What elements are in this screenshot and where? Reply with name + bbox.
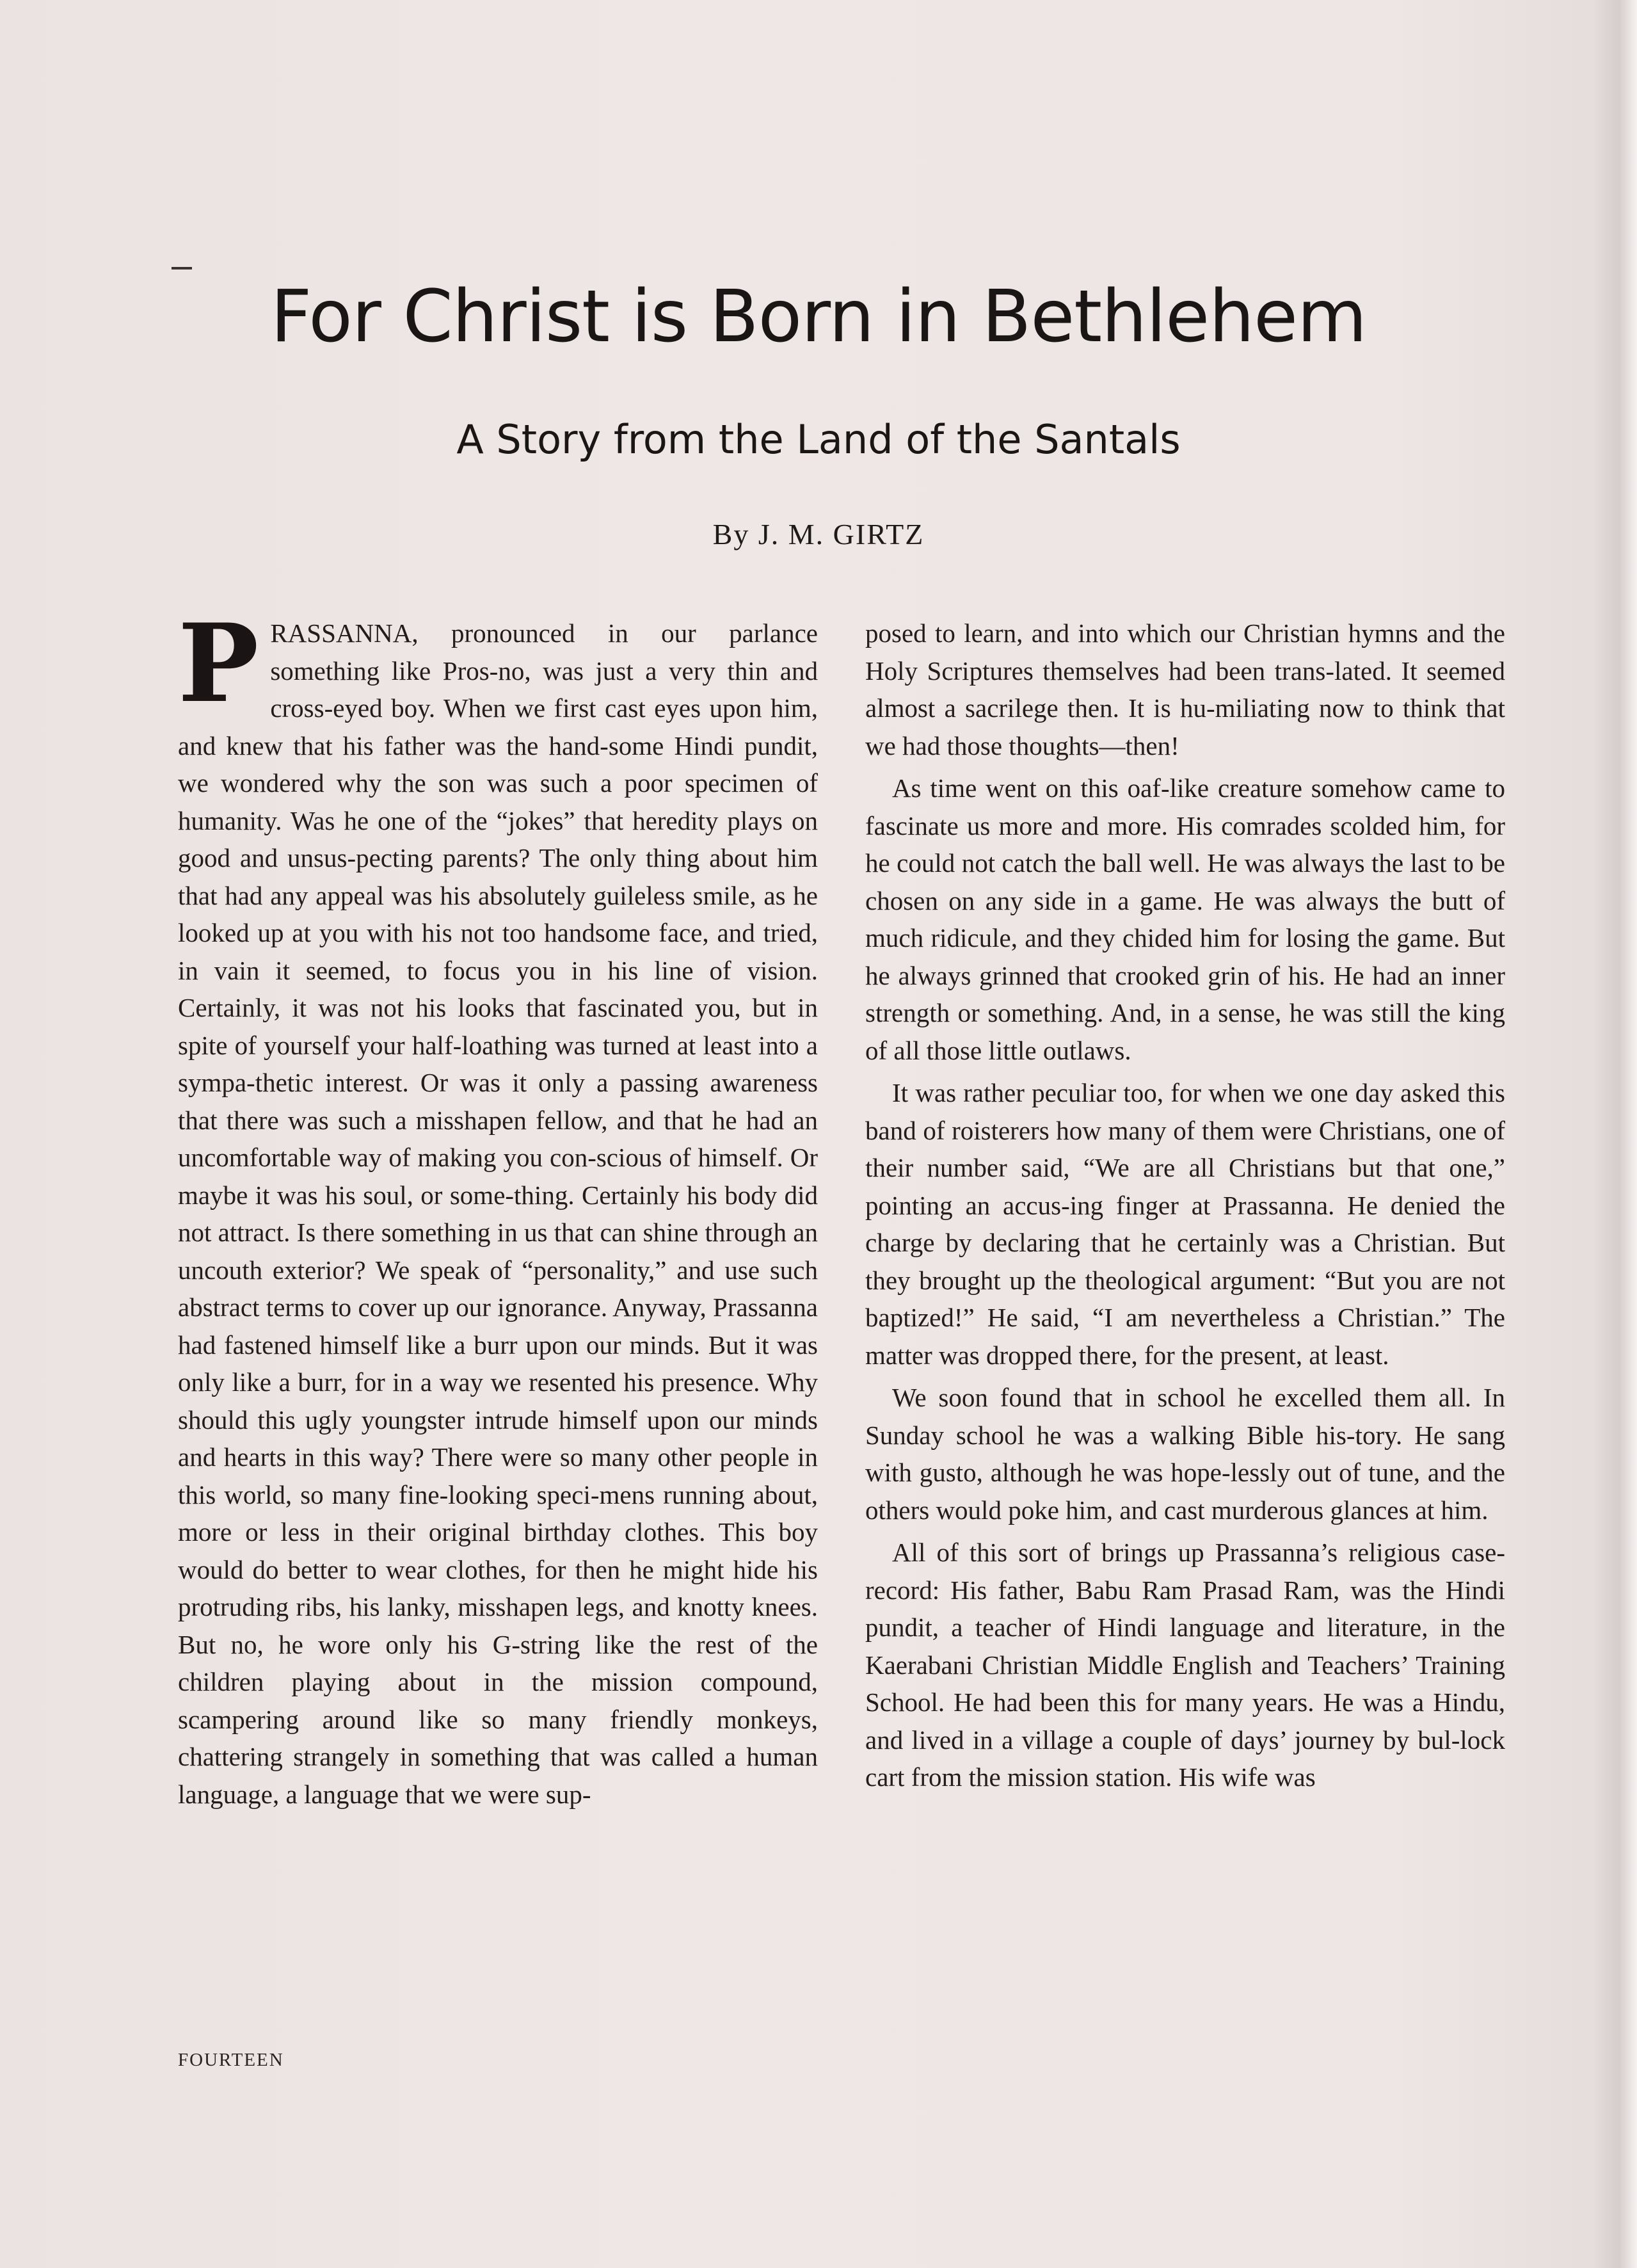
article-title: For Christ is Born in Bethlehem — [270, 275, 1367, 358]
paragraph: As time went on this oaf-like creature somehow came to fascinate us more and more. His comrades scolded him, for he could not catch the ball well. He was always the last to be chosen on any side in a game. He was always the butt of much ridicule, and they chided him for losing the game. But he always grinned that crooked grin of his. He had an inner strength or something. And, in a sense, he was still the king of all those little outlaws. — [865, 773, 1505, 1065]
paragraph: It was rather peculiar too, for when we one day asked this band of roisterers how many of them were Christians, one of their number said, “We are all Christians but that one,” pointing an accus-ing finger at Prassanna. He denied the charge by declaring that he certainly was a Christian. But they brought up the theological argument: “But you are not baptized!” He said, “I am nevertheless a Christian.” The matter was dropped there, for the present, at least. — [865, 1078, 1505, 1370]
paragraph-continuation: posed to learn, and into which our Christian hymns and the Holy Scriptures themselves had been trans-lated. It seemed almost a sacrilege then. It is hu-miliating now to think that we had those thoughts—then! — [865, 618, 1505, 760]
paragraph: We soon found that in school he excelled them all. In Sunday school he was a walking Bible his-tory. He sang with gusto, although he was hope-lessly out of tune, and the others would poke him, and cast murderous glances at him. — [865, 1383, 1505, 1525]
left-column-text: RASSANNA, pronounced in our parlance something like Pros-no, was just a very thin and cross-eyed boy. When we first cast eyes upon him, and knew that his father was the hand-some Hindi pundit, we wondered why the son was such a poor specimen of humanity. Was he one of the “jokes” that heredity plays on good and unsus-pecting parents? The only thing about him that had any appeal was his absolutely guileless smile, as he looked up at you with his not too handsome face, and tried, in vain it seemed, to focus you in his line of vision. Certainly, it was not his looks that fascinated you, but in spite of yourself your half-loathing was turned at least into a sympa-thetic interest. Or was it only a passing awareness that there was such a misshapen fellow, and that he had an uncomfortable way of making you con-scious of himself. Or maybe it was his soul, or some-thing. Certainly his body did not attract. Is there something in us that can shine through an uncouth exterior? We speak of “personality,” and use such abstract terms to cover up our ignorance. Anyway, Prassanna had fastened himself like a burr upon our minds. But it was only like a burr, for in a way we resented his presence. Why should this ugly youngster intrude himself upon our minds and hearts in this way? There were so many other people in this world, so many fine-looking speci-mens running about, more or less in their original birthday clothes. This boy would do better to wear clothes, for then he might hide his protruding ribs, his lanky, misshapen legs, and knotty knees. But no, he wore only his G-string like the rest of the children playing about in the mission compound, scampering around like so many friendly monkeys, chattering strangely in something that was called a human language, a language that we were sup- — [178, 618, 818, 1809]
right-column — [865, 615, 1505, 2055]
page-number: FOURTEEN — [178, 2050, 284, 2070]
article-subtitle: A Story from the Land of the Santals — [456, 416, 1181, 463]
paragraph: All of this sort of brings up Prassanna’s religious case-record: His father, Babu Ram Prasad Ram, was the Hindi pundit, a teacher of Hindi language and literature, in the Kaerabani Christian Middle English and Teachers’ Training School. He had been this for many years. He was a Hindu, and lived in a village a couple of days’ journey by bul-lock cart from the mission station. His wife was — [865, 1538, 1505, 1792]
left-column — [178, 600, 818, 2055]
opening-paragraph — [178, 600, 818, 1813]
drop-cap: P — [178, 600, 259, 727]
article-byline: By J. M. GIRTZ — [712, 518, 925, 551]
margin-mark — [172, 267, 192, 269]
